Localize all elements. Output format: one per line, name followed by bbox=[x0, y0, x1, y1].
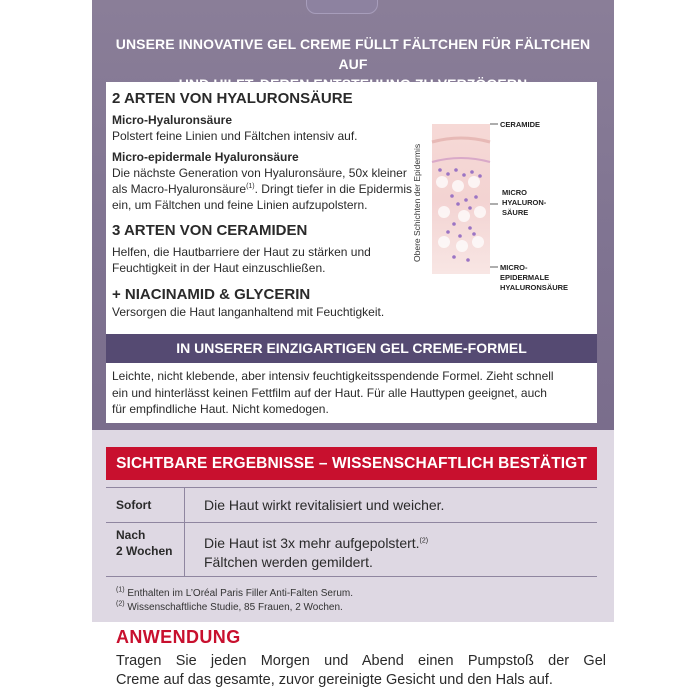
application-heading: ANWENDUNG bbox=[116, 627, 241, 647]
micro-title: Micro-Hyaluronsäure bbox=[112, 113, 233, 127]
row-1-label: Sofort bbox=[116, 498, 152, 512]
footnote-2 bbox=[116, 602, 343, 613]
footnote-1 bbox=[116, 588, 353, 599]
row-2-text-1-a: Die Haut ist 3x mehr aufgepolstert. bbox=[204, 535, 420, 551]
table-top-rule bbox=[106, 487, 597, 488]
label-ceramide: CERAMIDE bbox=[500, 120, 541, 129]
label-micro-3: SÄURE bbox=[502, 208, 529, 217]
epi-title: Micro-epidermale Hyaluronsäure bbox=[112, 150, 299, 164]
niacin-line-1: Versorgen die Haut langanhaltend mit Feuchtigkeit. bbox=[112, 305, 385, 319]
lid-tab bbox=[306, 0, 378, 14]
headline-line-1: UNSERE INNOVATIVE GEL CREME FÜLLT FÄLTCHEN FÜR FÄLTCHEN AUF bbox=[115, 36, 591, 72]
product-box bbox=[92, 0, 614, 700]
row-2-text-2: Fältchen werden gemildert. bbox=[204, 554, 373, 570]
label-epi-3: HYALURONSÄURE bbox=[500, 283, 569, 292]
footnote-2-marker: (2) bbox=[116, 600, 125, 608]
row-2-label-2: 2 Wochen bbox=[116, 544, 173, 558]
footnote-2-text: Wissenschaftliche Studie, 85 Frauen, 2 Wochen. bbox=[124, 602, 343, 613]
application-line-2: Creme auf das gesamte, zuvor gereinigte Gesicht und den Hals auf. bbox=[116, 672, 553, 688]
table-mid-rule bbox=[106, 522, 597, 523]
footnote-1-text: Enthalten im L’Oréal Paris Filler Anti-Falten Serum. bbox=[124, 588, 353, 599]
ceramide-line-1: Helfen, die Hautbarriere der Haut zu stärken und bbox=[112, 245, 371, 259]
micro-text: Polstert feine Linien und Fältchen intensiv auf. bbox=[112, 129, 358, 143]
footnote-1-marker: (1) bbox=[116, 586, 125, 594]
footnote-ref-2: (2) bbox=[419, 537, 429, 545]
ceramide-heading: 3 ARTEN VON CERAMIDEN bbox=[112, 222, 308, 239]
label-epi-2: EPIDERMALE bbox=[500, 273, 550, 282]
footnote-ref-1: (1) bbox=[246, 183, 255, 190]
epi-line-2 bbox=[112, 181, 412, 198]
label-micro-2: HYALURON- bbox=[502, 198, 547, 207]
epi-line-1: Die nächste Generation von Hyaluronsäure, 50x kleiner bbox=[112, 166, 407, 180]
formula-line-2: ein und hinterlässt keinen Fettfilm auf der Haut. Für alle Hauttypen geeignet, auch bbox=[112, 385, 547, 400]
formula-bar: IN UNSERER EINZIGARTIGEN GEL CREME-FORMEL bbox=[106, 334, 597, 363]
label-micro-1: MICRO bbox=[502, 188, 527, 197]
niacin-heading: + NIACINAMID & GLYCERIN bbox=[112, 286, 311, 303]
skin-layers-diagram bbox=[414, 112, 594, 302]
formula-text bbox=[112, 368, 590, 418]
results-bar: SICHTBARE ERGEBNISSE – WISSENSCHAFTLICH BESTÄTIGT bbox=[106, 447, 597, 480]
application-text bbox=[116, 652, 606, 690]
diagram-vertical-label: Obere Schichten der Epidermis bbox=[412, 143, 422, 262]
formula-line-3: für empfindliche Haut. Nicht komedogen. bbox=[112, 402, 329, 416]
hyaluron-heading: 2 ARTEN VON HYALURONSÄURE bbox=[112, 90, 353, 107]
row-2-label-1: Nach bbox=[116, 528, 146, 542]
row-1-text: Die Haut wirkt revitalisiert und weicher. bbox=[204, 497, 445, 513]
upper-purple-section bbox=[92, 0, 614, 430]
formula-line-1: Leichte, nicht klebende, aber intensiv feuchtigkeitsspendende Formel. Zieht schnell bbox=[112, 369, 554, 383]
ceramide-line-2: Feuchtigkeit in der Haut einzuschließen. bbox=[112, 261, 326, 275]
table-bottom-rule bbox=[106, 576, 597, 577]
label-epi-1: MICRO- bbox=[500, 263, 528, 272]
epi-line-2-a: als Macro-Hyaluronsäure bbox=[112, 182, 247, 196]
application-line-1: Tragen Sie jeden Morgen und Abend einen Pumpstoß der Gel bbox=[116, 653, 606, 669]
row-2-text-1 bbox=[204, 534, 428, 553]
epi-line-2-b: . Dringt tiefer in die Epidermis bbox=[254, 182, 413, 196]
table-column-rule bbox=[184, 487, 185, 576]
epi-line-3: ein, um Fältchen und feine Linien aufzupolstern. bbox=[112, 198, 368, 212]
